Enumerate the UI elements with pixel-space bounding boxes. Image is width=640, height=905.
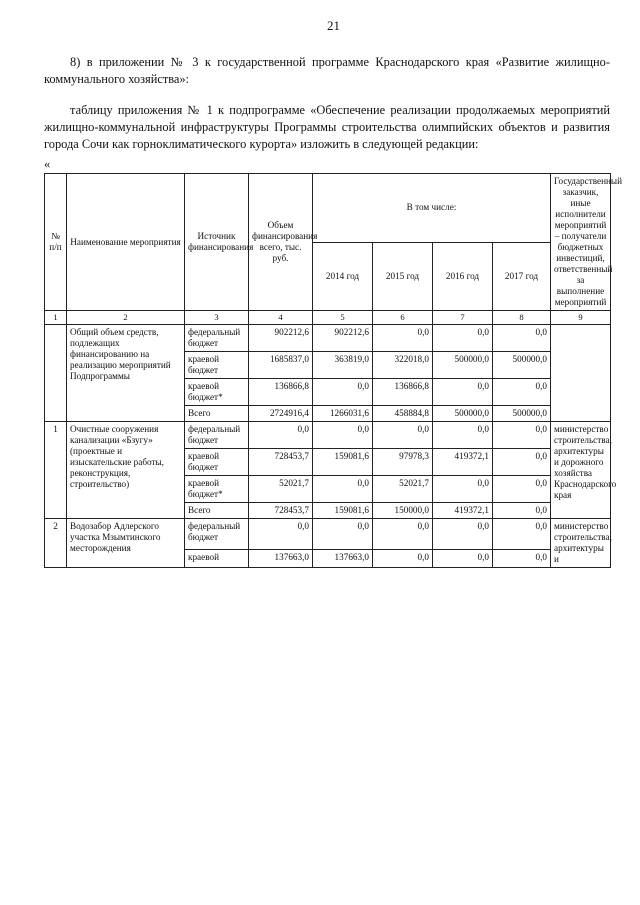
column-index-row (45, 311, 611, 325)
amount-total: 1685837,0 (249, 352, 313, 379)
amount-2016: 0,0 (433, 519, 493, 550)
amount-total: 52021,7 (249, 476, 313, 503)
amount-2015: 322018,0 (373, 352, 433, 379)
amount-2016: 419372,1 (433, 449, 493, 476)
column-index: 3 (185, 311, 249, 325)
paragraph-item-8: 8) в приложении № 3 к государственной программе Краснодарского края «Развитие жилищно-коммунального хозяйства»: (44, 55, 610, 86)
table-row (45, 519, 611, 550)
amount-2016: 419372,1 (433, 503, 493, 519)
amount-2016: 500000,0 (433, 352, 493, 379)
funding-source: краевой бюджет (185, 449, 249, 476)
funding-source: федеральный бюджет (185, 519, 249, 550)
column-index: 5 (313, 311, 373, 325)
column-index: 7 (433, 311, 493, 325)
column-index: 9 (551, 311, 611, 325)
amount-2017: 0,0 (493, 503, 551, 519)
amount-2014: 902212,6 (313, 325, 373, 352)
amount-2014: 159081,6 (313, 503, 373, 519)
amount-2015: 0,0 (373, 325, 433, 352)
amount-total: 137663,0 (249, 549, 313, 567)
amount-2014: 363819,0 (313, 352, 373, 379)
funding-source: федеральный бюджет (185, 325, 249, 352)
amount-2015: 97978,3 (373, 449, 433, 476)
amount-2014: 137663,0 (313, 549, 373, 567)
header-year-2016: 2016 год (433, 242, 493, 311)
amount-2017: 500000,0 (493, 352, 551, 379)
amount-2015: 136866,8 (373, 379, 433, 406)
funding-source: краевой бюджет* (185, 476, 249, 503)
measure-name: Общий объем средств, подлежащих финансированию на реализацию мероприятий Подпрограммы (67, 325, 185, 422)
customer: министерство строительства, архитектуры и (551, 519, 611, 568)
funding-source: Всего (185, 503, 249, 519)
amount-2015: 0,0 (373, 422, 433, 449)
amount-2015: 150000,0 (373, 503, 433, 519)
header-total: Объем финансирования всего, тыс. руб. (249, 174, 313, 311)
amount-2017: 0,0 (493, 449, 551, 476)
amount-2014: 0,0 (313, 379, 373, 406)
amount-2016: 500000,0 (433, 406, 493, 422)
page-number: 21 (327, 18, 340, 33)
table-row (45, 325, 611, 352)
funding-source: краевой бюджет (185, 352, 249, 379)
header-year-2017: 2017 год (493, 242, 551, 311)
amount-2015: 0,0 (373, 549, 433, 567)
column-index: 8 (493, 311, 551, 325)
header-customer: Государственный заказчик, иные исполнители мероприятий – получатели бюджетных инвестиций, ответственный за выполнение мероприятий (551, 174, 611, 311)
row-number: 1 (45, 422, 67, 519)
row-number (45, 325, 67, 422)
customer (551, 325, 611, 422)
column-index: 1 (45, 311, 67, 325)
funding-source: федеральный бюджет (185, 422, 249, 449)
amount-2016: 0,0 (433, 422, 493, 449)
row-number: 2 (45, 519, 67, 568)
header-num: № п/п (45, 174, 67, 311)
column-index: 2 (67, 311, 185, 325)
amount-total: 728453,7 (249, 503, 313, 519)
amount-2017: 0,0 (493, 325, 551, 352)
amount-2016: 0,0 (433, 549, 493, 567)
amount-2014: 0,0 (313, 422, 373, 449)
quote-open-mark: « (44, 157, 51, 171)
measure-name: Очистные сооружения канализации «Бзугу» (проектные и изыскательские работы, реконструкция, строительство) (67, 422, 185, 519)
amount-total: 136866,8 (249, 379, 313, 406)
amount-total: 0,0 (249, 422, 313, 449)
column-index: 4 (249, 311, 313, 325)
amount-2016: 0,0 (433, 379, 493, 406)
amount-total: 2724916,4 (249, 406, 313, 422)
funding-source: краевой бюджет* (185, 379, 249, 406)
amount-2014: 0,0 (313, 476, 373, 503)
amount-2014: 0,0 (313, 519, 373, 550)
amount-2015: 52021,7 (373, 476, 433, 503)
amount-2017: 500000,0 (493, 406, 551, 422)
table-row (45, 422, 611, 449)
measure-name: Водозабор Адлерского участка Мзымтинского месторождения (67, 519, 185, 568)
amount-total: 728453,7 (249, 449, 313, 476)
amount-2014: 159081,6 (313, 449, 373, 476)
header-including: В том числе: (313, 174, 551, 243)
funding-source: краевой (185, 549, 249, 567)
amount-2016: 0,0 (433, 476, 493, 503)
amount-2016: 0,0 (433, 325, 493, 352)
amount-2015: 0,0 (373, 519, 433, 550)
amount-2017: 0,0 (493, 519, 551, 550)
financing-table (44, 173, 623, 568)
amount-2014: 1266031,6 (313, 406, 373, 422)
amount-total: 902212,6 (249, 325, 313, 352)
amount-total: 0,0 (249, 519, 313, 550)
paragraph-table-instruction: таблицу приложения № 1 к подпрограмме «Обеспечение реализации продолжаемых мероприятий жилищно-коммунальной инфраструктуры Программы строительства олимпийских объектов и развития города Сочи как горноклиматического курорта» изложить в следующей редакции: (44, 103, 610, 151)
amount-2017: 0,0 (493, 549, 551, 567)
customer: министерство строительства, архитектуры и дорожного хозяйства Краснодарского края (551, 422, 611, 519)
header-source: Источник финансирования (185, 174, 249, 311)
header-year-2015: 2015 год (373, 242, 433, 311)
column-index: 6 (373, 311, 433, 325)
amount-2017: 0,0 (493, 476, 551, 503)
amount-2017: 0,0 (493, 379, 551, 406)
funding-source: Всего (185, 406, 249, 422)
amount-2015: 458884,8 (373, 406, 433, 422)
header-name: Наименование мероприятия (67, 174, 185, 311)
amount-2017: 0,0 (493, 422, 551, 449)
header-year-2014: 2014 год (313, 242, 373, 311)
